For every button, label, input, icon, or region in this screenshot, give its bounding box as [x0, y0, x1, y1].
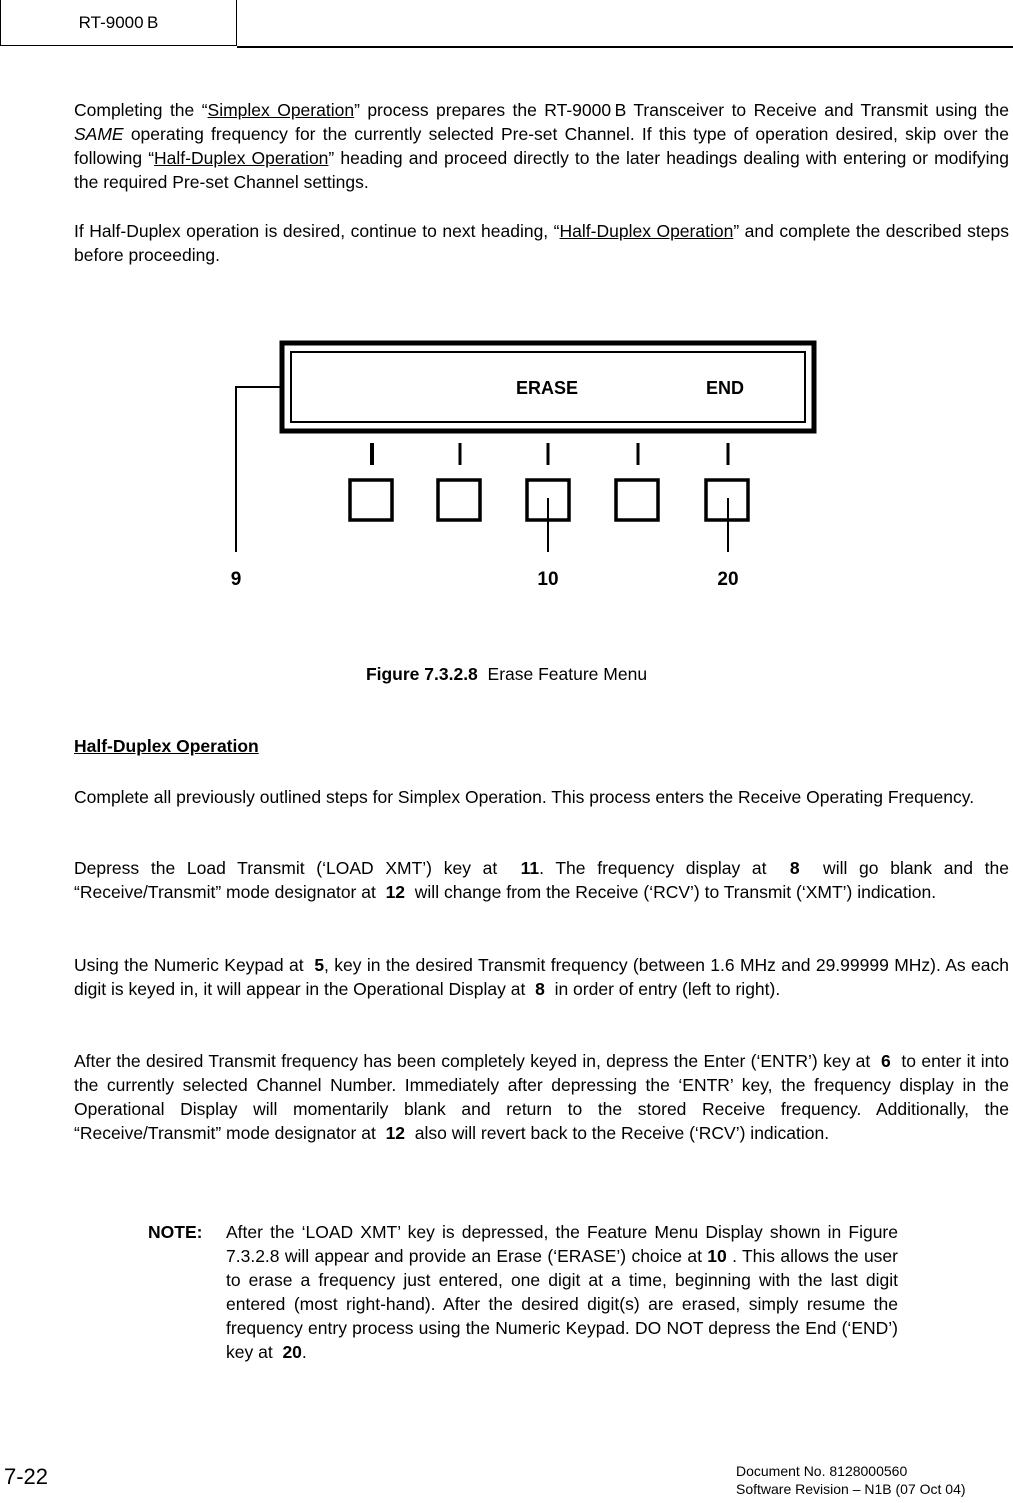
paragraph-half-duplex-intro: If Half-Duplex operation is desired, continue to next heading, “Half-Duplex Operation” and complete the described steps before proceeding. [74, 221, 1009, 265]
paragraph-load-xmt: Depress the Load Transmit (‘LOAD XMT’) key at 11. The frequency display at 8 will go blank and the “Receive/Transmit” mode designator at 12 will change from the Receive (‘RCV’) to Transmit (‘XMT’) indication. [74, 858, 1009, 902]
softkey-4 [616, 480, 658, 520]
paragraph-simplex-intro: Completing the “Simplex Operation” process prepares the RT-9000 B Transceiver to Receive and Transmit using the SAME operating frequency for the currently selected Pre-set Channel. If this type of operation desired, skip over the following “Half-Duplex Operation” heading and proceed directly to the later headings dealing with entering or modifying the required Pre-set Channel settings. [74, 100, 1009, 192]
erase-label: ERASE [515, 378, 579, 398]
end-label: END [705, 378, 745, 398]
note-body: After the ‘LOAD XMT’ key is depressed, the Feature Menu Display shown in Figure 7.3.2.8 will appear and provide an Erase (‘ERASE’) choice at 10 . This allows the user to erase a frequency just entered, one digit at a time, beginning with the last digit entered (most right-hand). After the desired digit(s) are erased, simply resume the frequency entry process using the Numeric Keypad. DO NOT depress the End (‘END’) key at 20. [226, 1222, 898, 1362]
note-label: NOTE: [148, 1222, 203, 1242]
page-number: 7-22 [4, 1464, 49, 1489]
softkey-2 [438, 480, 480, 520]
callout-9: 9 [230, 569, 242, 590]
software-revision: Software Revision – N1B (07 Oct 04) [736, 1481, 966, 1497]
simplex-operation-ref: Simplex Operation [207, 100, 355, 120]
half-duplex-ref: Half-Duplex Operation [154, 148, 329, 168]
paragraph-complete-steps: Complete all previously outlined steps for Simplex Operation. This process enters the Receive Operating Frequency. [74, 787, 975, 807]
figure-title: Erase Feature Menu [487, 664, 648, 684]
header-rule [237, 46, 1013, 48]
callout-20: 20 [717, 569, 739, 590]
document-info [736, 1462, 966, 1498]
header-tab-label: RT-9000 B [78, 12, 159, 32]
figure-caption [0, 664, 1013, 685]
erase-feature-menu-figure [200, 330, 840, 600]
half-duplex-ref-2: Half-Duplex Operation [559, 221, 734, 241]
paragraph-numeric-keypad: Using the Numeric Keypad at 5, key in the desired Transmit frequency (between 1.6 MHz and 29.99999 MHz). As each digit is keyed in, it will appear in the Operational Display at 8 in order of entry (left to right). [74, 955, 1009, 999]
softkey-1 [350, 480, 392, 520]
header-tab [0, 0, 237, 46]
paragraph-enter-key: After the desired Transmit frequency has been completely keyed in, depress the Enter (‘ENTR’) key at 6 to enter it into the currently selected Channel Number. Immediately after depressing the ‘ENTR’ key, the frequency display in the Operational Display will momentarily blank and return to the stored Receive frequency. Additionally, the “Receive/Transmit” mode designator at 12 also will revert back to the Receive (‘RCV’) indication. [74, 1051, 1009, 1143]
figure-number: Figure 7.3.2.8 [365, 664, 478, 684]
callout-10: 10 [537, 569, 559, 590]
document-number: Document No. 8128000560 [736, 1463, 908, 1479]
leader-line-9 [236, 387, 282, 552]
section-heading: Half-Duplex Operation [74, 736, 259, 756]
